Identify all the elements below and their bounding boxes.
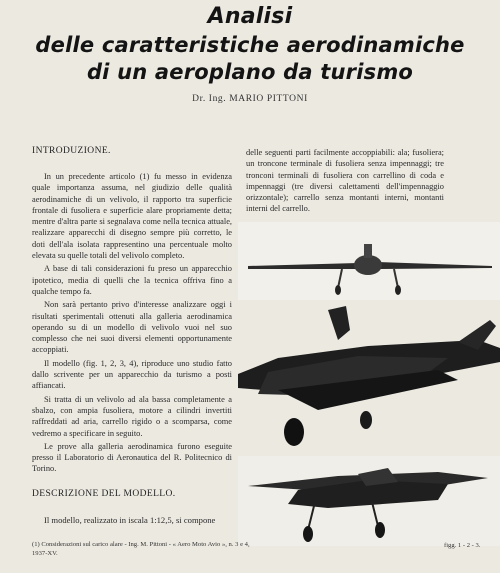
paragraph: delle seguenti parti facilmente accoppiabili: ala; fusoliera; un troncone terminale di fusoliera senza impennaggi; tre tronconi terminali di fusoliera con carrellino di coda e impennaggi (tre diversi calettamenti dell'impennaggio orizzontale); carrello senza montanti interni, montanti interni del carrello. — [246, 148, 444, 214]
aircraft-front-view-photo — [238, 222, 500, 304]
intro-heading: INTRODUZIONE. — [32, 146, 111, 156]
author-byline: Dr. Ing. MARIO PITTONI — [192, 94, 308, 104]
description-heading: DESCRIZIONE DEL MODELLO. — [32, 489, 176, 499]
figure-caption: figg. 1 - 2 - 3. — [444, 542, 481, 549]
paragraph: Si tratta di un velivolo ad ala bassa completamente a sbalzo, con ampia fusoliera, motore a cilindri invertiti raffreddati ad aria, carrello rigido o a scomparsa, come vedremo a specificare in seguito. — [32, 394, 232, 438]
article-title-line-3: di un aeroplano da turismo — [86, 60, 414, 84]
description-paragraph: Il modello, realizzato in iscala 1:12,5, si compone — [44, 515, 216, 525]
paragraph: Le prove alla galleria aerodinamica furono eseguite presso il Laboratorio di Aeronautica del R. Politecnico di Torino. — [32, 441, 232, 474]
article-title-line-1: Analisi — [207, 4, 293, 29]
article-title-line-2: delle caratteristiche aerodinamiche — [35, 33, 465, 57]
paragraph: A base di tali considerazioni fu preso un apparecchio ipotetico, media di quelli che la tecnica offriva fino a qualche tempo fa. — [32, 264, 232, 296]
paragraph: Il modello (fig. 1, 2, 3, 4), riproduce uno studio fatto dallo scrivente per un apparecchio da turismo a posti affiancati. — [32, 358, 232, 391]
paragraph: In un precedente articolo (1) fu messo in evidenza quale importanza assuma, nel giudizio delle qualità aerodinamiche di un velivolo, il rapporto tra superficie frontale di fusoliera e superficie alare propriamente detta; mentre d'altra parte si segnalava come nella tecnica attuale, realizzare apparecchi di disegno sempre più corretto, le doti dell'ala isolata rappresentino una percentuale molto elevata su quelle totali del velivolo completo. — [32, 172, 232, 261]
footnote: (1) Considerazioni sul carico alare - Ing. M. Pittoni - « Aero Moto Avio », n. 3 e 4, 1937-XV. — [32, 541, 250, 557]
aircraft-side-view-photo — [238, 456, 500, 546]
paragraph: Non sarà pertanto privo d'interesse analizzare oggi i risultati sperimentali ottenuti alla galleria aerodinamica operando su di un modello di velivolo vuoi nel suo complesso che nei suoi diversi elementi opportunamente accoppiati. — [32, 300, 232, 355]
aircraft-perspective-photo — [238, 300, 500, 458]
right-column — [246, 147, 444, 215]
left-column — [32, 171, 232, 475]
